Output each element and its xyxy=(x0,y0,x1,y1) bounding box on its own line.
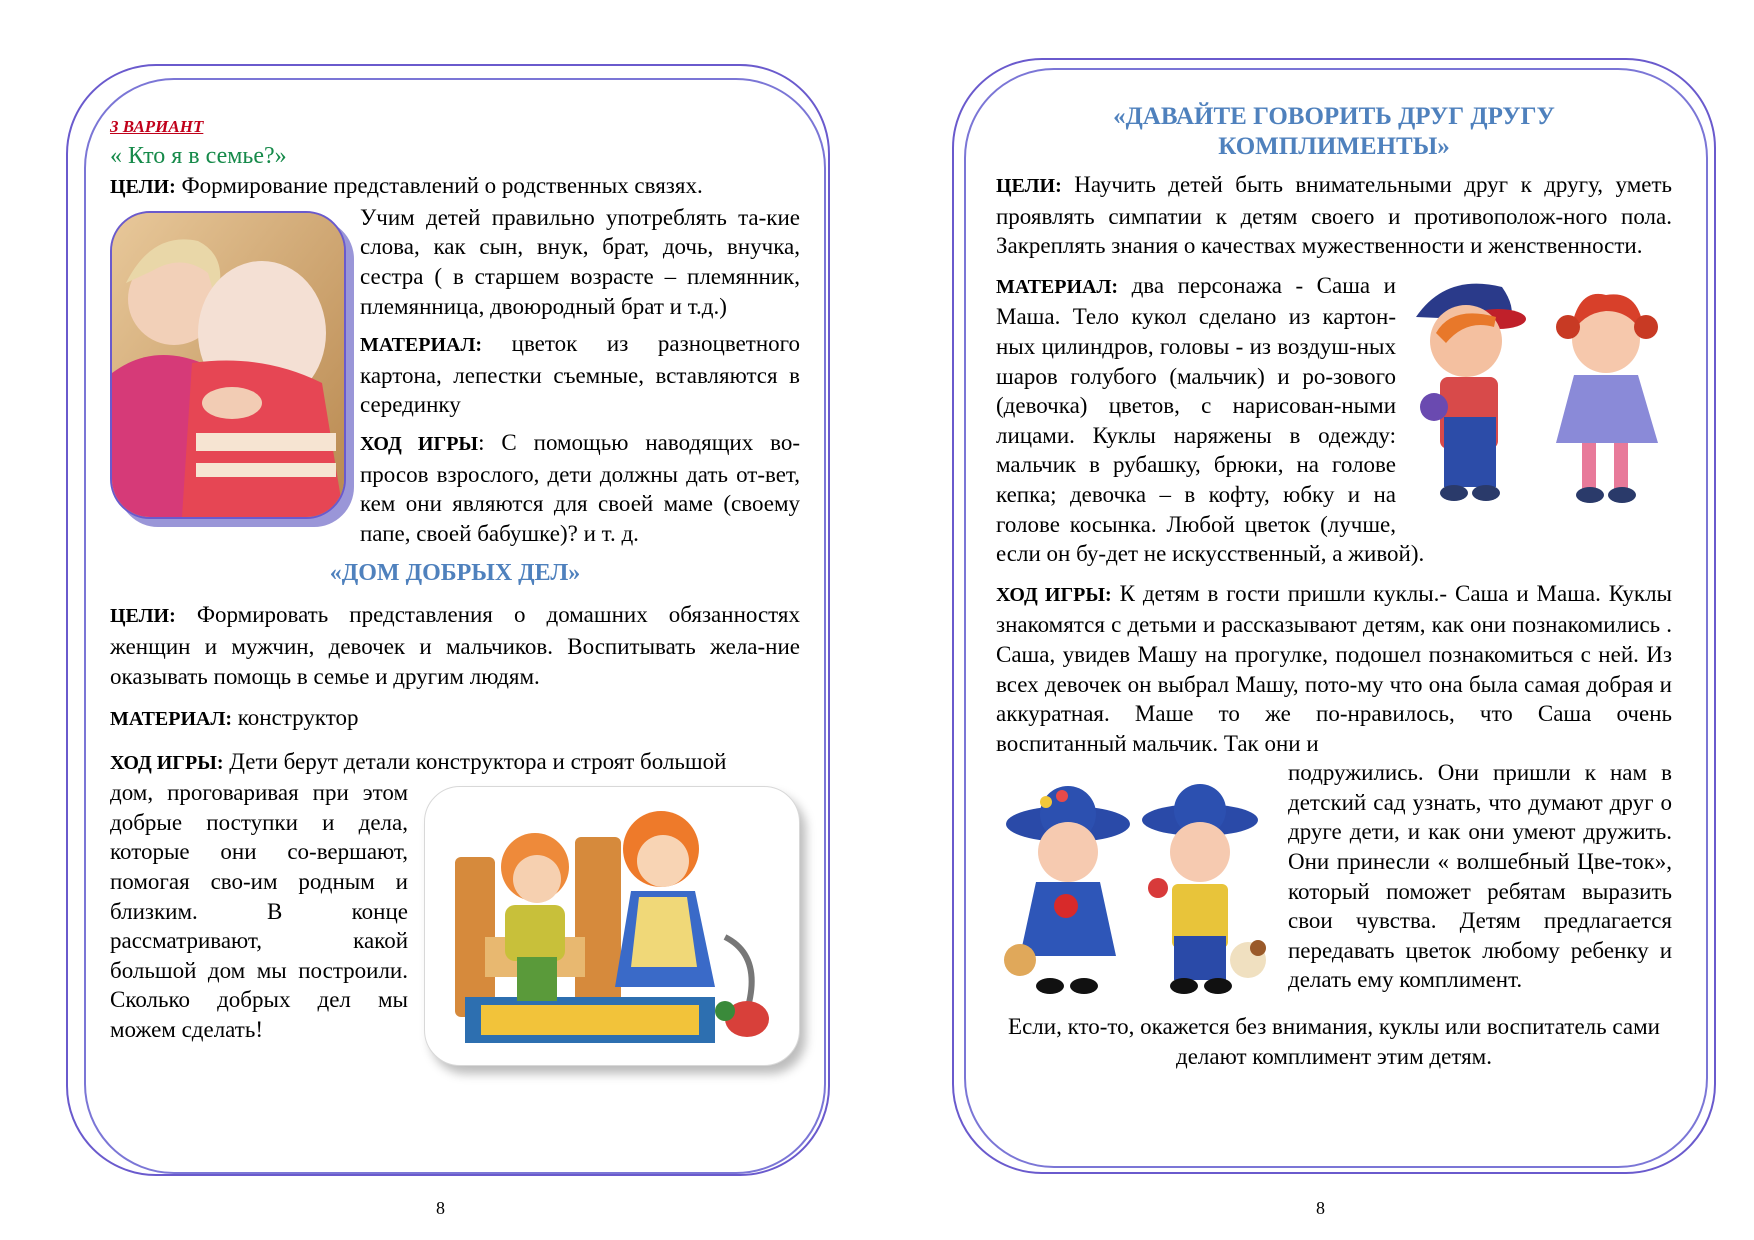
goal-description: Учим детей правильно употреблять та-кие слова, как сын, внук, брат, дочь, внучка, сестра ( в старшем возрасте – племянник, племянница, двоюродный брат и т.д.) xyxy=(360,204,800,319)
goal-line: ЦЕЛИ: Формирование представлений о родственных связях. xyxy=(110,173,703,199)
material-line-right: МАТЕРИАЛ: два персонажа - Саша и Маша. Тело кукол сделано из картон-ных цилиндров, головы - из воздуш-ных шаров голубого (мальчик) и ро-зового (девочка) цветов, с нарисован-ными лицами. Куклы наряжены в одежду: мальчик в рубашку, брюки, на голове кепка; девочка – в кофту, юбку и на голове косынка. Любой цветок (лучше, если он бу-дет не искусственный, а живой). xyxy=(996,272,1425,567)
left-page-number: 8 xyxy=(436,1198,445,1218)
children-cleaning-illustration xyxy=(424,786,800,1066)
game-subtitle: « Кто я в семье?» xyxy=(110,142,287,169)
game2-line: ХОД ИГРЫ: Дети берут детали конструктора и строят большой xyxy=(110,748,727,774)
dolls-with-pets-illustration xyxy=(996,780,1276,1006)
variant-label: 3 ВАРИАНТ xyxy=(110,117,204,136)
right-page-content xyxy=(996,102,1672,1071)
children-hug-photo xyxy=(110,211,346,519)
left-page-content xyxy=(110,110,800,1066)
goal-label: ЦЕЛИ: xyxy=(110,176,176,199)
closing-text: Если, кто-то, окажется без внимания, куклы или воспитатель сами делают комплимент этим детям. xyxy=(1008,1014,1660,1069)
section-title-compliments: «ДАВАЙТЕ ГОВОРИТЬ ДРУГ ДРУГУ КОМПЛИМЕНТЫ» xyxy=(1113,103,1555,160)
game-line-right: ХОД ИГРЫ: К детям в гости пришли куклы.- Саша и Маша. Куклы знакомятся с детьми и рассказывают детям, как они познакомились . Саша, увидев Машу на прогулке, подошел познакомиться с ней. Из всех девочек он выбрал Машу, пото-му что она была самая добрая и аккуратная. Маше то же по-нравилось, что Саша очень воспитанный мальчик. Так они и xyxy=(996,580,1673,756)
goal-line-right: ЦЕЛИ: Научить детей быть внимательными друг к другу, уметь проявлять симпатии к детям своего и противополож-ного пола. Закреплять знания о качествах мужественности и женственности. xyxy=(996,172,1672,259)
section-title-good-deeds: «ДОМ ДОБРЫХ ДЕЛ» xyxy=(329,560,581,587)
game-description-right: подружились. Они пришли к нам в детский сад узнать, что думают друг о друге дети, и как они умеют дружить. Они принесли « волшебный Цве-ток», который поможет ребятам выразить свои чувства. Детям предлагается передавать цветок любому ребенку и делать ему комплимент. xyxy=(1288,760,1672,993)
material2-line: МАТЕРИАЛ: конструктор xyxy=(110,705,359,731)
game-line: ХОД ИГРЫ: С помощью наводящих во-просов взрослого, дети должны дать от-вет, кем они являются для своей маме (своему папе, своей бабушке)? и т. д. xyxy=(360,429,800,546)
material-line: МАТЕРИАЛ: цветок из разноцветного картона, лепестки съемные, вставляются в серединку xyxy=(360,331,800,418)
right-page-number: 8 xyxy=(1316,1198,1325,1218)
goal2-line: ЦЕЛИ: Формировать представления о домашних обязанностях женщин и мужчин, девочек и мальчиков. Воспитывать жела-ние оказывать помощь в семье и другим людям. xyxy=(110,602,800,689)
sasha-masha-illustration xyxy=(1406,267,1672,523)
game2-description: дом, проговаривая при этом добрые поступки и дела, которые они со-вершают, помогая сво-им родным и близким. В конце рассматривают, какой большой дом мы построили. Сколько добрых дел мы можем сделать! xyxy=(110,780,408,1043)
